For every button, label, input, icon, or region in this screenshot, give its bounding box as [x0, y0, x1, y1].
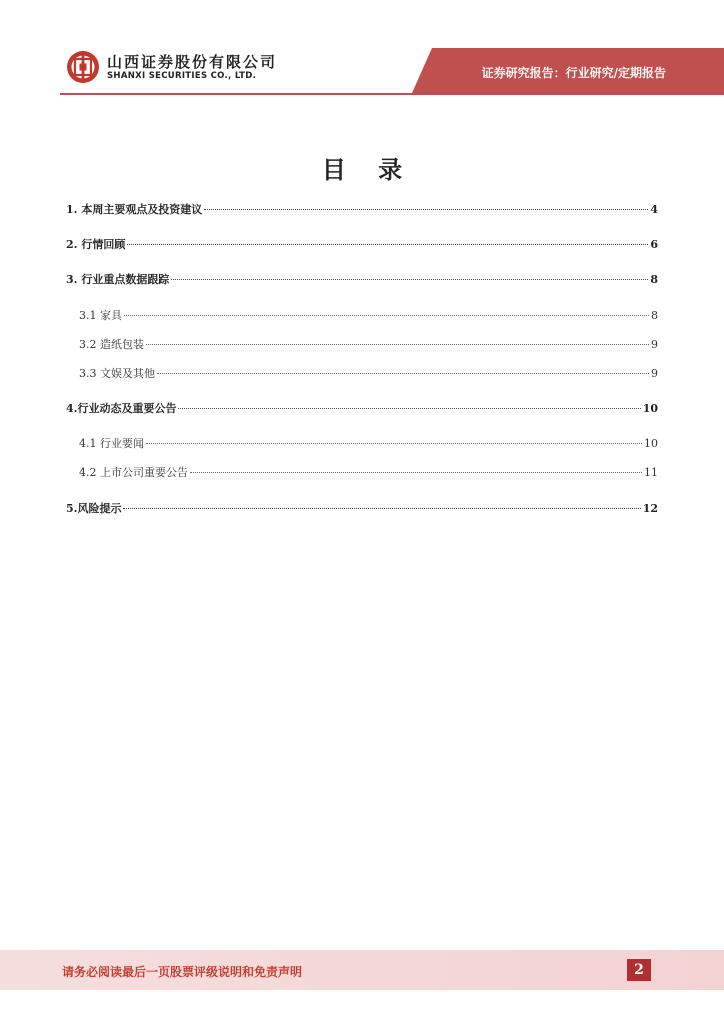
toc-entry[interactable]: [66, 464, 658, 480]
toc-entry-page: 4: [650, 203, 658, 216]
toc-entry-label: 3.1 家具: [79, 309, 122, 322]
company-name-cn: 山西证券股份有限公司: [107, 53, 278, 71]
toc-dot-leader: [124, 315, 649, 316]
header-banner: [0, 0, 724, 100]
toc-dot-leader: [127, 244, 648, 245]
toc-dot-leader: [190, 472, 642, 473]
toc-entry-label: 3.2 造纸包装: [79, 338, 144, 351]
disclaimer-notice: 请务必阅读最后一页股票评级说明和免责声明: [62, 965, 303, 979]
toc-entry-label: 1. 本周主要观点及投资建议: [66, 203, 203, 216]
page-header: [0, 0, 724, 100]
toc-dot-leader: [146, 443, 642, 444]
toc-entry-page: 8: [651, 309, 658, 322]
toc-entry-page: 9: [651, 367, 658, 380]
header-divider: [60, 93, 724, 95]
company-name-en: SHANXI SECURITIES CO., LTD.: [107, 71, 257, 81]
toc-dot-leader: [157, 373, 649, 374]
toc-entry[interactable]: [66, 201, 658, 217]
toc-dot-leader: [146, 344, 649, 345]
toc-dot-leader: [178, 408, 640, 409]
shanxi-securities-logo-icon: [66, 50, 100, 84]
toc-entry-label: 4.行业动态及重要公告: [66, 402, 177, 415]
toc-entry[interactable]: [66, 365, 658, 381]
toc-title: 目 录: [321, 155, 415, 184]
toc-entry[interactable]: [66, 400, 658, 416]
toc-entry-label: 3.3 文娱及其他: [79, 367, 155, 380]
toc-entry-page: 10: [642, 402, 658, 415]
toc-dot-leader: [171, 279, 648, 280]
toc-entry[interactable]: [66, 307, 658, 323]
toc-entry[interactable]: [66, 236, 658, 252]
toc-entry[interactable]: [66, 271, 658, 287]
toc-entry-page: 6: [650, 238, 658, 251]
toc-entry-label: 4.1 行业要闻: [79, 437, 144, 450]
toc-entry-page: 12: [642, 502, 658, 515]
toc-entry-label: 3. 行业重点数据跟踪: [66, 273, 170, 286]
toc-entry-label: 2. 行情回顾: [66, 238, 126, 251]
toc-entry-page: 8: [650, 273, 658, 286]
toc-entry-page: 11: [644, 466, 658, 479]
toc-entry[interactable]: [66, 500, 658, 516]
toc-entry-page: 10: [644, 437, 658, 450]
page-number: 2: [627, 959, 651, 981]
toc-entry[interactable]: [66, 435, 658, 451]
toc-entry-label: 4.2 上市公司重要公告: [79, 466, 188, 479]
toc-entry-label: 5.风险提示: [66, 502, 122, 515]
toc-dot-leader: [123, 508, 640, 509]
toc-entry[interactable]: [66, 336, 658, 352]
toc-entry-page: 9: [651, 338, 658, 351]
page-footer: [0, 950, 724, 990]
report-type-label: 证券研究报告：行业研究/定期报告: [481, 66, 666, 80]
toc-dot-leader: [204, 209, 648, 210]
